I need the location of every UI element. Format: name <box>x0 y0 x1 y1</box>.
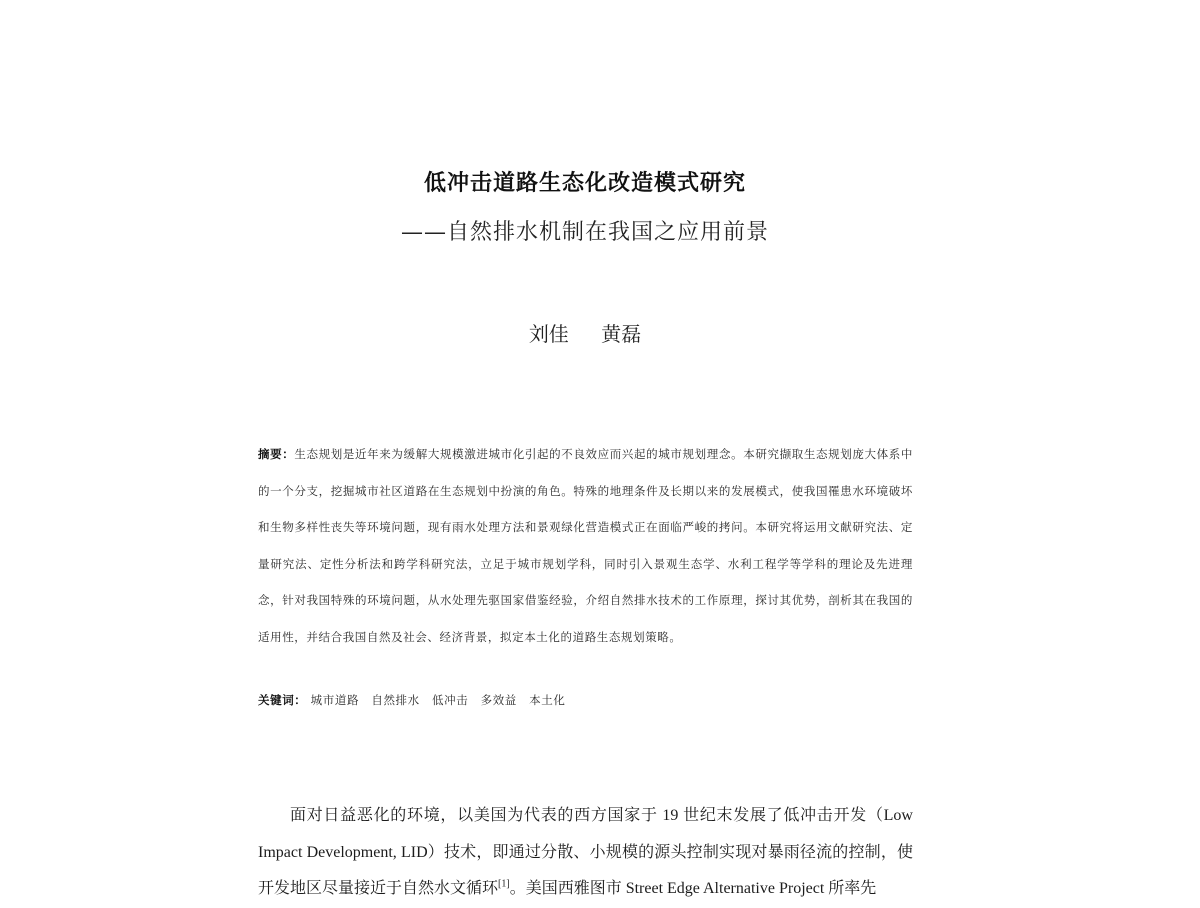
keywords-label: 关键词： <box>258 693 307 707</box>
keyword: 自然排水 <box>371 693 420 707</box>
author-name: 黄磊 <box>601 322 642 346</box>
citation-reference[interactable]: [1] <box>498 878 510 890</box>
abstract-text: 生态规划是近年来为缓解大规模激进城市化引起的不良效应而兴起的城市规划理念。本研究撷取生态规划庞大体系中的一个分支，挖掘城市社区道路在生态规划中扮演的角色。特殊的地理条件及长期以来的发展模式，使我国罹患水环境破坏和生物多样性丧失等环境问题，现有雨水处理方法和景观绿化营造模式正在面临严峻的拷问。本研究将运用文献研究法、定量研究法、定性分析法和跨学科研究法，立足于城市规划学科，同时引入景观生态学、水利工程学等学科的理论及先进理念，针对我国特殊的环境问题，从水处理先驱国家借鉴经验，介绍自然排水技术的工作原理，探讨其优势，剖析其在我国的适用性，并结合我国自然及社会、经济背景，拟定本土化的道路生态规划策略。 <box>258 447 913 644</box>
paper-title: 低冲击道路生态化改造模式研究 <box>423 171 746 196</box>
keyword: 多效益 <box>480 693 517 707</box>
keyword: 城市道路 <box>310 693 360 707</box>
keyword: 本土化 <box>529 693 566 707</box>
abstract <box>258 436 913 655</box>
keywords <box>258 692 913 708</box>
abstract-label: 摘要： <box>258 447 295 461</box>
body-paragraph <box>258 798 913 908</box>
keyword: 低冲击 <box>432 693 469 707</box>
body-text-part: 。美国西雅图市 Street Edge Alternative Project 所率先 <box>509 880 877 897</box>
author-list <box>0 318 1170 347</box>
body-text-part: 面对日益恶化的环境，以美国为代表的西方国家于 19 世纪末发展了低冲击开发（Low Impact Development, LID）技术，即通过分散、小规模的源头控制实现对暴雨径流的控制，使开发地区尽量接近于自然水文循环 <box>258 807 913 897</box>
author-name: 刘佳 <box>528 322 569 346</box>
paper-subtitle: ——自然排水机制在我国之应用前景 <box>400 220 769 245</box>
